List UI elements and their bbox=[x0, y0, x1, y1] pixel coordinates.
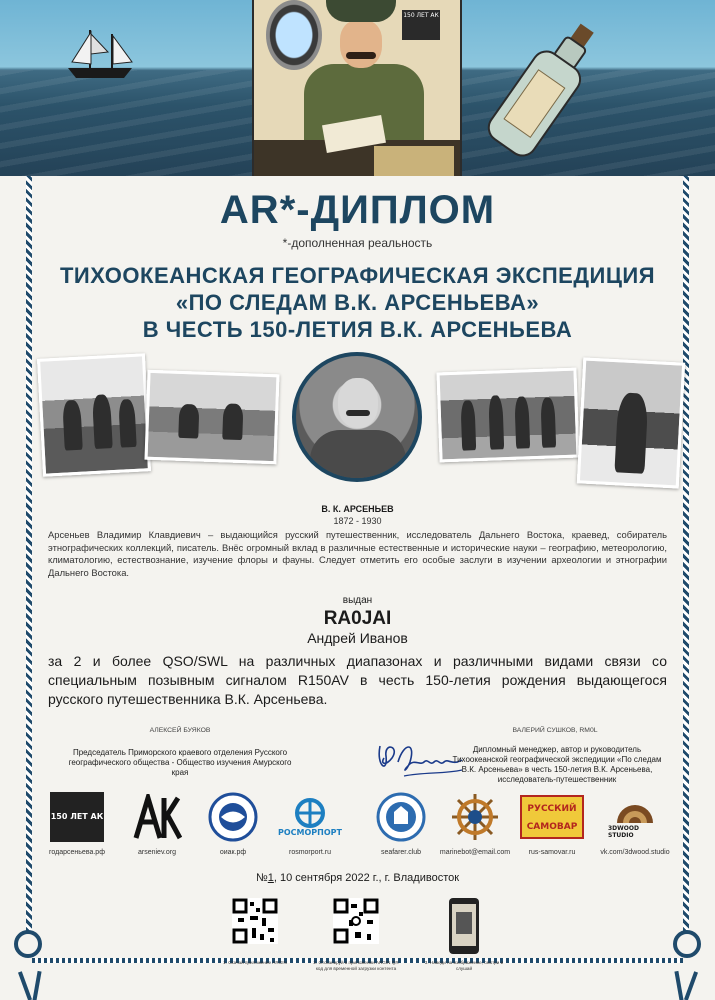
rope-knot-icon bbox=[14, 930, 42, 958]
partner-url[interactable]: seafarer.club bbox=[380, 849, 422, 856]
award-text: за 2 и более QSO/SWL на различных диапазонах и различными видами связи со специальным позывным сигналом R150AV в честь 150-летия рождения выдающегося русского путешественника В.К. Арсеньева. bbox=[48, 653, 667, 707]
recipient-name: Андрей Иванов bbox=[307, 630, 408, 646]
diploma-title: AR*-ДИПЛОМ bbox=[219, 188, 496, 232]
qr-code-icon[interactable] bbox=[232, 898, 278, 956]
diploma-subtitle: *-дополненная реальность bbox=[282, 236, 433, 250]
seafarer-emblem-icon bbox=[374, 792, 428, 842]
recipient-callsign: RA0JAI bbox=[323, 608, 392, 629]
partner-url[interactable]: rosmorport.ru bbox=[288, 849, 331, 856]
porthole-icon bbox=[266, 0, 322, 70]
diploma-number-date: №1, 10 сентября 2022 г., г. Владивосток bbox=[255, 872, 460, 884]
150-years-stamp: 150 ЛЕТ АК bbox=[402, 10, 440, 40]
archive-photo bbox=[436, 368, 579, 463]
rosmorport-logo-icon: РОСМОРПОРТ bbox=[278, 792, 342, 842]
qr-step-caption: 2. Отсканируй в приложении ARGIN QR код для временной загрузки контента bbox=[313, 960, 399, 971]
qr-code-icon[interactable] bbox=[333, 898, 379, 956]
header-illustration bbox=[0, 0, 715, 176]
partner-url[interactable]: vk.com/3dwood.studio bbox=[600, 849, 670, 856]
qr-step-caption: 3. Наведи на изображение, смотри и слушай bbox=[424, 960, 504, 971]
rope-border-right bbox=[683, 176, 689, 931]
oiak-emblem-icon bbox=[206, 792, 260, 842]
expedition-title: ТИХООКЕАНСКАЯ ГЕОГРАФИЧЕСКАЯ ЭКСПЕДИЦИЯ «ПО СЛЕДАМ В.К. АРСЕНЬЕВА» В ЧЕСТЬ 150-ЛЕТИЯ В.К. АРСЕНЬЕВА bbox=[59, 263, 656, 342]
arsenyev-portrait bbox=[292, 352, 422, 482]
biography-text: Арсеньев Владимир Клавдиевич – выдающийся русский путешественник, исследователь Дальнего Востока, краевед, собиратель этнографических коллекций, писатель. Внёс огромный вклад в различные естественные и исторические науки – географию, метеорологию, климатологию, естествознание, изучение флоры и фауны. Следует отметить его особые заслуги в изучении археологии и этнографии Дальнего Востока. bbox=[48, 529, 667, 578]
archive-photo bbox=[144, 370, 279, 465]
150-years-logo-icon: 150 ЛЕТ АК bbox=[48, 792, 106, 842]
partner-url[interactable]: оиак.рф bbox=[219, 849, 247, 856]
partner-url[interactable]: rus-samovar.ru bbox=[528, 849, 576, 856]
portrait-caption-name: В. К. АРСЕНЬЕВ bbox=[321, 504, 394, 514]
partner-url[interactable]: marinebot@email.com bbox=[439, 849, 511, 856]
partner-url[interactable]: arseniev.org bbox=[137, 849, 176, 856]
right-signatory-name: ВАЛЕРИЙ СУШКОВ, RM0L bbox=[512, 727, 598, 734]
3dwood-studio-logo-icon: 3DWOOD STUDIO bbox=[608, 792, 662, 842]
left-signatory-name: АЛЕКСЕЙ БУЯКОВ bbox=[149, 727, 211, 734]
officer-illustration bbox=[252, 0, 462, 176]
partner-url[interactable]: годарсеньева.рф bbox=[49, 849, 105, 856]
ak-monogram-icon bbox=[130, 792, 184, 842]
ship-wheel-icon bbox=[448, 792, 502, 842]
phone-app-icon bbox=[441, 898, 487, 956]
left-signatory-role: Председатель Приморского краевого отделения Русского географического общества - Общество изучения Амурского края bbox=[68, 748, 292, 777]
sailing-ship-icon bbox=[60, 24, 140, 80]
archive-photo bbox=[577, 357, 685, 488]
diploma-number: 1 bbox=[267, 872, 274, 884]
archive-photo bbox=[37, 353, 151, 476]
rope-border-left bbox=[26, 176, 32, 931]
russkiy-samovar-logo-icon: РУССКИЙ САМОВАР bbox=[518, 792, 586, 842]
portrait-caption-years: 1872 - 1930 bbox=[333, 516, 382, 526]
right-signatory-role: Дипломный менеджер, автор и руководитель Тихоокеанской географической экспедиции «По следам В.К. Арсеньева» в честь 150-летия В.К. Арсеньева, исследователь-путешественник bbox=[452, 745, 662, 784]
qr-step-caption: 1. Скачай приложение ARGIN bbox=[223, 960, 287, 965]
issued-label: выдан bbox=[342, 595, 373, 606]
message-bottle-icon bbox=[485, 10, 615, 170]
rope-knot-icon bbox=[673, 930, 701, 958]
